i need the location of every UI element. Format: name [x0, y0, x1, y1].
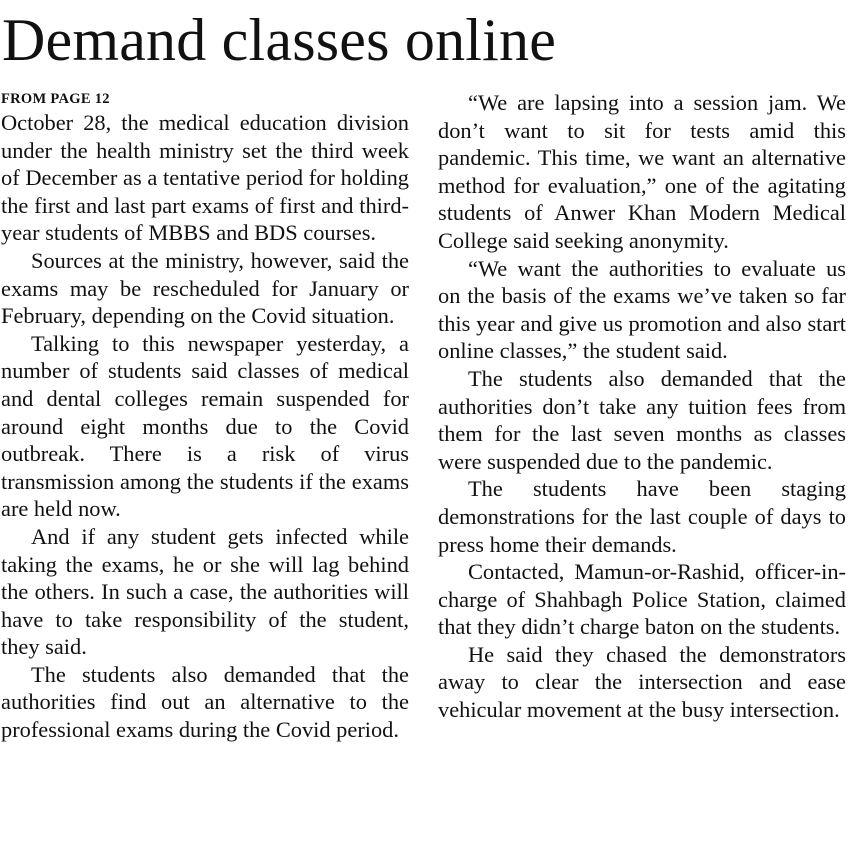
paragraph: Contacted, Mamun-or-Rashid, officer-in-charge of Shahbagh Police Station, claimed that they didn’t charge baton on the students.	[438, 559, 846, 640]
paragraph: “We are lapsing into a session jam. We don’t want to sit for tests amid this pandemic. This time, we want an alternative method for evaluation,” one of the agitating students of Anwer Khan Modern Medical College said seeking anonymity.	[438, 90, 846, 253]
article-column-right	[438, 89, 846, 724]
paragraph: October 28, the medical education division under the health ministry set the third week of December as a tentative period for holding the first and last part exams of first and third-year students of MBBS and BDS courses.	[1, 110, 409, 246]
paragraph: The students also demanded that the authorities find out an alternative to the professional exams during the Covid period.	[1, 661, 409, 743]
paragraph: The students also demanded that the authorities don’t take any tuition fees from them for the last seven months as classes were suspended due to the pandemic.	[438, 365, 846, 474]
article-column-left	[1, 89, 409, 744]
paragraph: Sources at the ministry, however, said the exams may be rescheduled for January or February, depending on the Covid situation.	[1, 247, 409, 329]
paragraph: The students have been staging demonstrations for the last couple of days to press home their demands.	[438, 476, 846, 557]
paragraph: Talking to this newspaper yesterday, a number of students said classes of medical and dental colleges remain suspended for around eight months due to the Covid outbreak. There is a risk of virus transmission among the students if the exams are held now.	[1, 330, 409, 522]
continuation-label: FROM PAGE 12	[1, 91, 110, 107]
headline: Demand classes online	[2, 7, 557, 73]
paragraph: And if any student gets infected while taking the exams, he or she will lag behind the others. In such a case, the authorities will have to take responsibility of the student, they said.	[1, 523, 409, 660]
paragraph: “We want the authorities to evaluate us on the basis of the exams we’ve taken so far this year and give us promotion and also start online classes,” the student said.	[438, 255, 846, 364]
paragraph: He said they chased the demonstrators away to clear the intersection and ease vehicular movement at the busy intersection.	[438, 641, 846, 723]
